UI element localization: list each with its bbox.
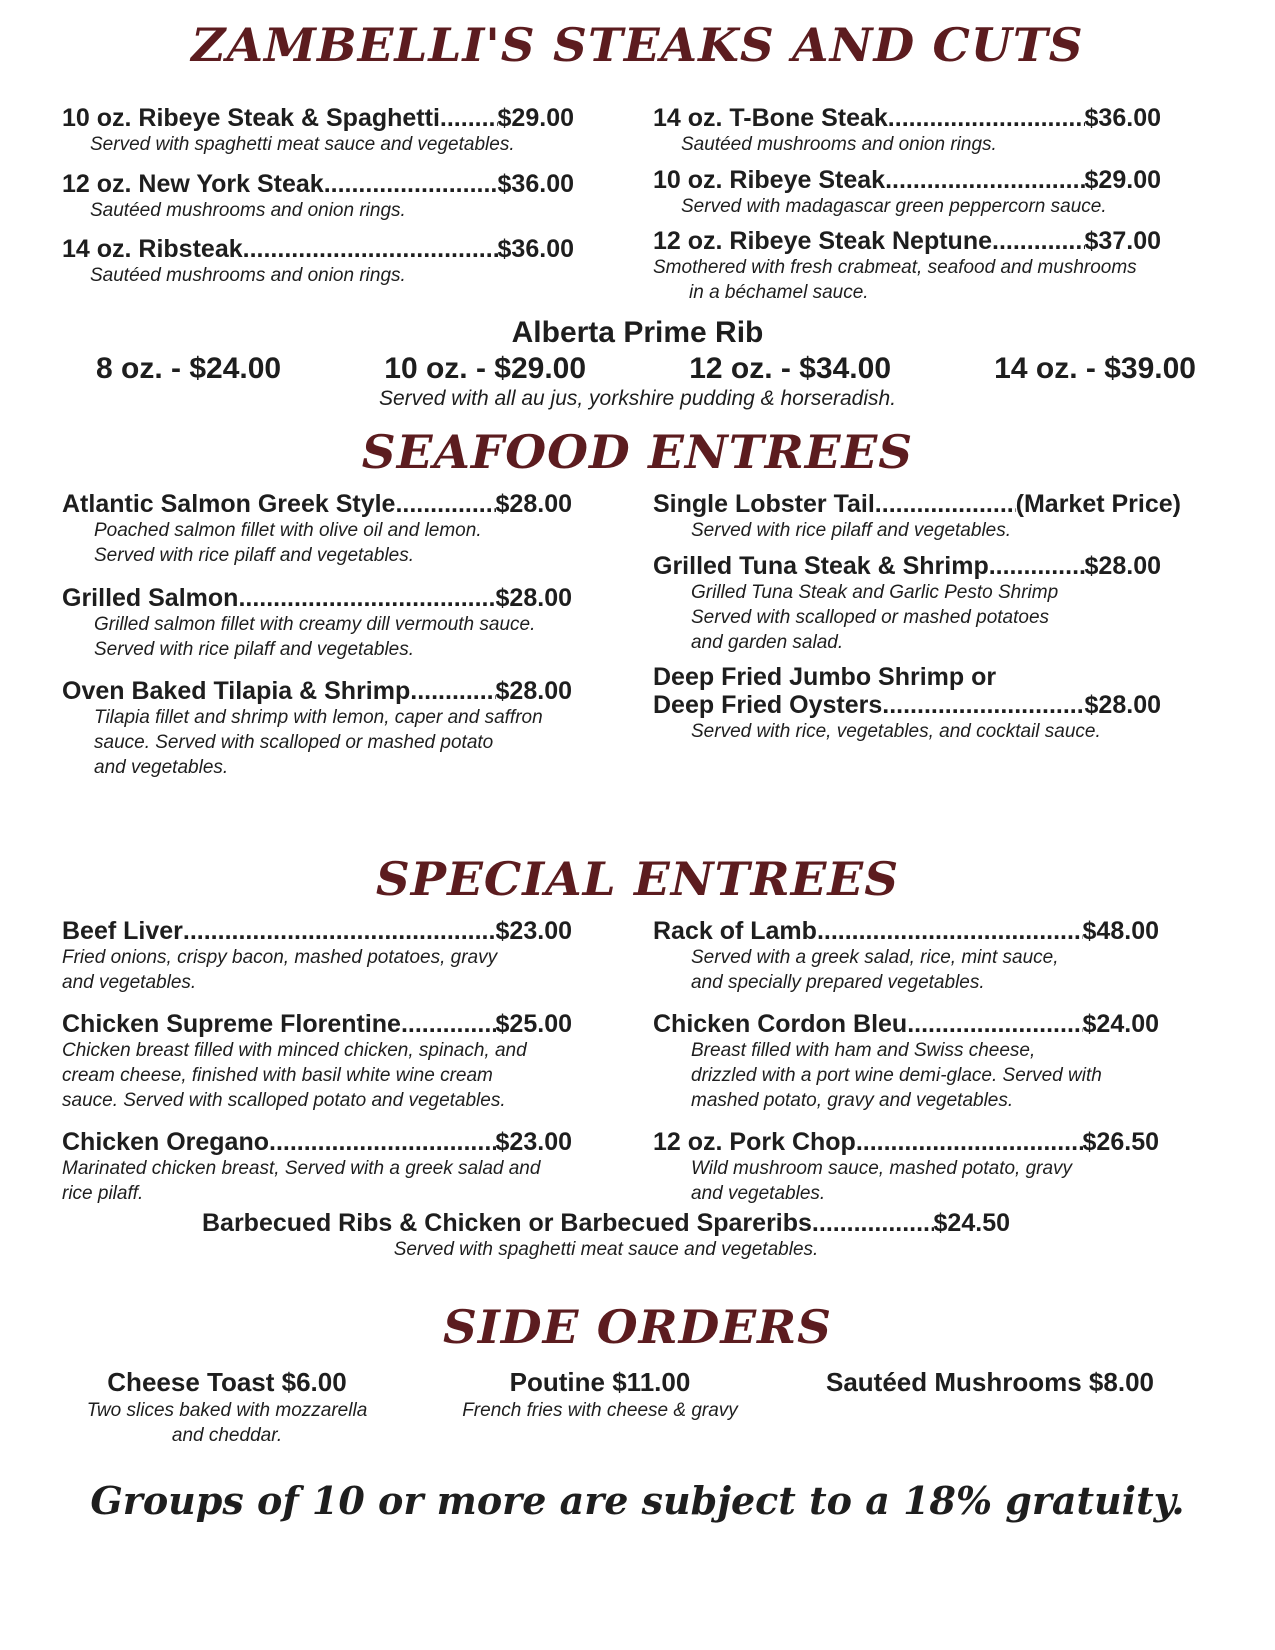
item-name: Beef Liver [62,917,183,945]
menu-item [62,584,572,662]
menu-item [653,490,1181,543]
side-order-item [425,1366,775,1423]
section-heading-seafood: SEAFOOD ENTREES [361,425,914,479]
item-price: $28.00 [495,677,572,705]
leader-dots [882,691,1084,719]
menu-item-line [653,1010,1159,1038]
item-name: Oven Baked Tilapia & Shrimp [62,677,411,705]
item-price: $28.00 [495,490,572,518]
item-description: Chicken breast filled with minced chicken, spinach, and cream cheese, finished with basil white wine cream sauce. Served with scalloped potato and vegetables. [62,1040,527,1111]
item-description: Sautéed mushrooms and onion rings. [90,265,406,286]
leader-dots [885,166,1084,194]
leader-dots [817,917,1083,945]
item-description: Grilled Tuna Steak and Garlic Pesto Shrimp Served with scalloped or mashed potatoes and garden salad. [691,582,1059,653]
side-order-item [52,1366,402,1448]
leader-dots [856,1128,1083,1156]
item-name: 10 oz. Ribeye Steak [653,166,886,194]
item-price: $28.00 [1084,552,1161,580]
menu-item-line [62,917,572,945]
leader-dots [410,677,495,705]
menu-item [653,1010,1159,1113]
section-heading-special: SPECIAL ENTREES [375,852,900,906]
item-description: Fried onions, crispy bacon, mashed potatoes, gravy and vegetables. [62,947,498,993]
item-name: Chicken Oregano [62,1128,269,1156]
menu-item-line [653,691,1161,719]
prime-rib-size: 8 oz. - $24.00 [96,352,282,385]
menu-item [653,552,1161,655]
item-price: (Market Price) [1015,490,1181,518]
menu-item [653,104,1161,157]
item-description: Sautéed mushrooms and onion rings. [681,134,997,155]
item-name: 10 oz. Ribeye Steak & Spaghetti [62,104,440,132]
item-description: Smothered with fresh crabmeat, seafood and mushrooms [653,257,1137,278]
item-name: Deep Fried Oysters [653,691,883,719]
menu-item-line [653,1128,1159,1156]
item-price: $36.00 [1084,104,1161,132]
menu-item [62,1128,572,1206]
section-heading-sides: SIDE ORDERS [442,1300,833,1354]
item-name: Grilled Tuna Steak & Shrimp [653,552,989,580]
item-name: Deep Fried Jumbo Shrimp or [653,663,997,691]
item-description: Poached salmon fillet with olive oil and lemon. Served with rice pilaff and vegetables. [94,520,482,566]
leader-dots [401,1010,496,1038]
side-order-title: Poutine $11.00 [509,1367,691,1397]
item-price: $24.50 [933,1209,1010,1237]
menu-item [653,917,1159,995]
prime-rib-description: Served with all au jus, yorkshire pudding & horseradish. [378,387,897,410]
item-description: Served with spaghetti meat sauce and vegetables. [90,134,515,155]
side-order-item [800,1366,1180,1398]
menu-item-line [653,227,1161,255]
menu-item-name-first-line [653,663,1161,691]
item-price: $28.00 [1084,691,1161,719]
menu-item-line [62,1010,572,1038]
item-description: Served with spaghetti meat sauce and vegetables. [393,1239,819,1260]
leader-dots [238,584,495,612]
item-name: Rack of Lamb [653,917,817,945]
leader-dots [243,235,498,263]
menu-item [62,677,572,780]
menu-item [62,104,574,157]
menu-item-wide [202,1209,1010,1262]
leader-dots [992,227,1085,255]
prime-rib-size: 10 oz. - $29.00 [384,352,587,385]
leader-dots [907,1010,1082,1038]
item-name: 12 oz. New York Steak [62,170,324,198]
menu-item [653,166,1161,219]
item-description: Wild mushroom sauce, mashed potato, gravy and vegetables. [691,1158,1073,1204]
item-name: 12 oz. Ribeye Steak Neptune [653,227,993,255]
item-description: Served with madagascar green peppercorn sauce. [681,196,1107,217]
item-name: Grilled Salmon [62,584,239,612]
menu-item-line [62,490,572,518]
prime-rib-size: 14 oz. - $39.00 [994,352,1196,385]
prime-rib-title: Alberta Prime Rib [511,316,764,349]
item-price: $29.00 [1084,166,1161,194]
item-description: Marinated chicken breast, Served with a greek salad and rice pilaff. [62,1158,541,1204]
item-price: $26.50 [1082,1128,1159,1156]
item-description: Sautéed mushrooms and onion rings. [90,200,406,221]
leader-dots [989,552,1085,580]
leader-dots [183,917,496,945]
item-description: Tilapia fillet and shrimp with lemon, caper and saffron sauce. Served with scalloped or mashed potato and vegetables. [94,707,543,778]
menu-item [653,1128,1159,1206]
menu-item [653,227,1161,305]
prime-rib-size: 12 oz. - $34.00 [689,352,892,385]
item-price: $24.00 [1082,1010,1159,1038]
leader-dots [440,104,498,132]
item-description: Grilled salmon fillet with creamy dill vermouth sauce. Served with rice pilaff and vegetables. [94,614,536,660]
menu-item-line [62,677,572,705]
item-description: Served with rice pilaff and vegetables. [691,520,1012,541]
item-name: Atlantic Salmon Greek Style [62,490,396,518]
menu-item-line [62,235,574,263]
item-price: $36.00 [497,170,574,198]
gratuity-note: Groups of 10 or more are subject to a 18% gratuity. [90,1478,1185,1523]
menu-item-line [62,170,574,198]
menu-item [62,170,574,223]
item-name: 14 oz. Ribsteak [62,235,243,263]
side-order-title: Cheese Toast $6.00 [107,1367,347,1397]
side-order-description: French fries with cheese & gravy [462,1400,738,1421]
item-price: $25.00 [495,1010,572,1038]
menu-item-line [62,1128,572,1156]
item-description: Served with a greek salad, rice, mint sauce, and specially prepared vegetables. [691,947,1059,993]
item-name: 14 oz. T-Bone Steak [653,104,888,132]
item-price: $36.00 [497,235,574,263]
item-name: Single Lobster Tail [653,490,875,518]
menu-item [62,917,572,995]
menu-item-line [62,104,574,132]
item-price: $37.00 [1084,227,1161,255]
leader-dots [812,1209,934,1237]
item-name: Chicken Supreme Florentine [62,1010,401,1038]
menu-item [653,663,1161,744]
side-order-title: Sautéed Mushrooms $8.00 [826,1367,1154,1397]
item-price: $23.00 [495,1128,572,1156]
menu-item-line [62,584,572,612]
menu-item [62,490,572,568]
menu-item-line [653,166,1161,194]
item-name: 12 oz. Pork Chop [653,1128,856,1156]
menu-item [62,235,574,288]
leader-dots [324,170,498,198]
item-name: Chicken Cordon Bleu [653,1010,908,1038]
menu-item-line [202,1209,1010,1237]
leader-dots [269,1128,496,1156]
menu-item-line [653,490,1181,518]
section-heading-steaks: ZAMBELLI'S STEAKS AND CUTS [191,18,1084,72]
side-order-description: Two slices baked with mozzarella and cheddar. [86,1400,368,1446]
menu-item-line [653,917,1159,945]
item-description-cont: in a béchamel sauce. [689,282,869,303]
leader-dots [875,490,1016,518]
menu-item-line [653,552,1161,580]
item-price: $29.00 [497,104,574,132]
prime-rib-sizes [80,352,1220,386]
item-price: $48.00 [1082,917,1159,945]
item-price: $28.00 [495,584,572,612]
item-name: Barbecued Ribs & Chicken or Barbecued Spareribs [202,1209,812,1237]
item-price: $23.00 [495,917,572,945]
item-description: Served with rice, vegetables, and cocktail sauce. [691,721,1101,742]
leader-dots [395,490,495,518]
menu-item [62,1010,572,1113]
menu-item-line [653,104,1161,132]
item-description: Breast filled with ham and Swiss cheese, drizzled with a port wine demi-glace. Served with mashed potato, gravy and vegetables. [691,1040,1102,1111]
leader-dots [888,104,1085,132]
